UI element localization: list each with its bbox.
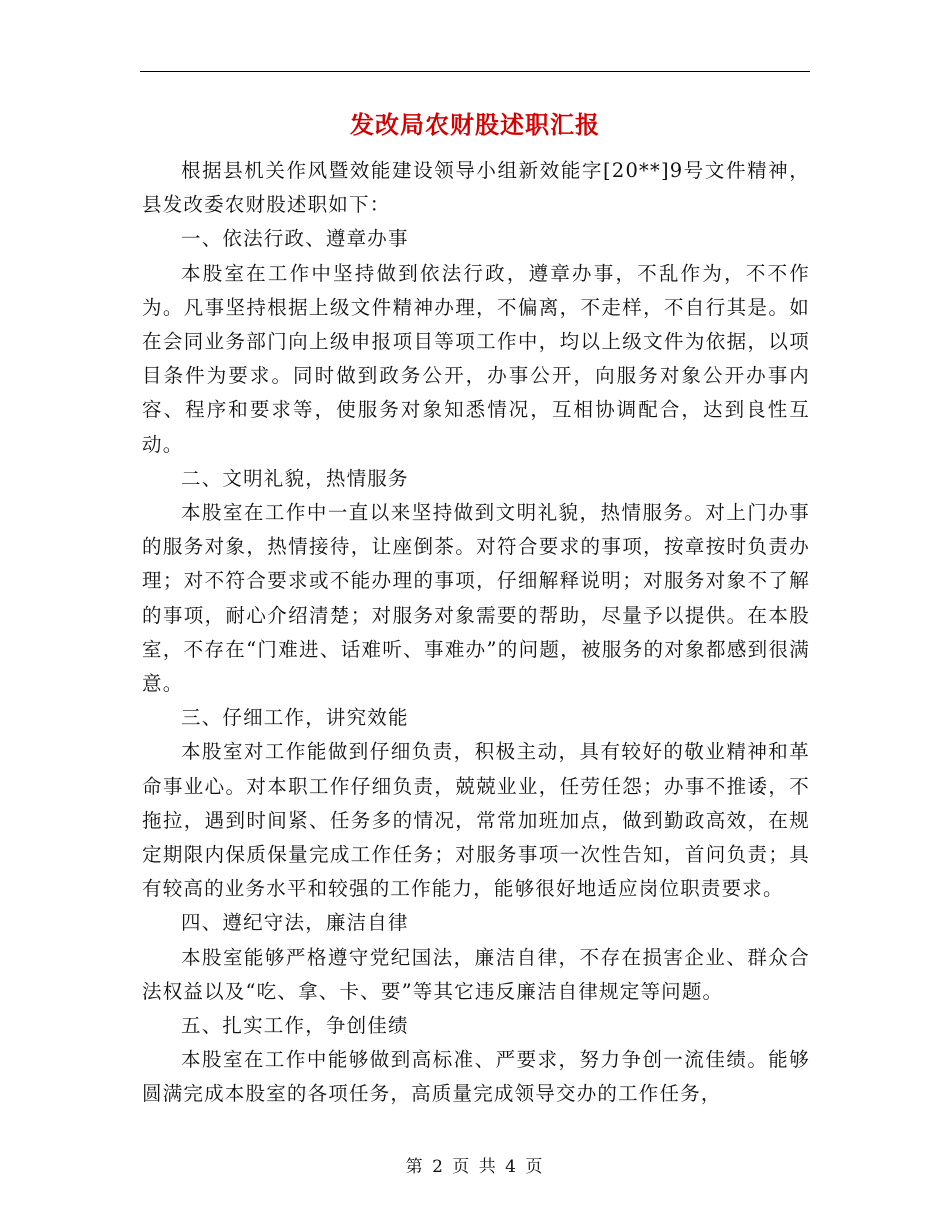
intro-paragraph: 根据县机关作风暨效能建设领导小组新效能字[20**]9号文件精神，县发改委农财股述职如下： <box>142 159 810 217</box>
document-body <box>142 154 810 1112</box>
document-title: 发改局农财股述职汇报 <box>350 110 600 139</box>
section-paragraph-1: 本股室在工作中坚持做到依法行政，遵章办事，不乱作为，不不作为。凡事坚持根据上级文件精神办理，不偏离，不走样，不自行其是。如在会同业务部门向上级申报项目等项工作中，均以上级文件为依据，以项目条件为要求。同时做到政务公开，办事公开，向服务对象公开办事内容、程序和要求等，使服务对象知悉情况，互相协调配合，达到良性互动。 <box>142 261 810 456</box>
section-heading-4: 四、遵纪守法，廉洁自律 <box>181 911 409 935</box>
section-paragraph-4: 本股室能够严格遵守党纪国法，廉洁自律，不存在损害企业、群众合法权益以及“吃、拿、卡、要”等其它违反廉洁自律规定等问题。 <box>142 945 810 1003</box>
section-paragraph-5: 本股室在工作中能够做到高标准、严要求，努力争创一流佳绩。能够圆满完成本股室的各项任务，高质量完成领导交办的工作任务， <box>142 1048 810 1106</box>
header-rule <box>140 71 810 72</box>
section-heading-3: 三、仔细工作，讲究效能 <box>181 706 409 730</box>
page-number-footer: 第 2 页 共 4 页 <box>405 1157 545 1177</box>
section-paragraph-2: 本股室在工作中一直以来坚持做到文明礼貌，热情服务。对上门办事的服务对象，热情接待，让座倒茶。对符合要求的事项，按章按时负责办理；对不符合要求或不能办理的事项，仔细解释说明；对服务对象不了解的事项，耐心介绍清楚；对服务对象需要的帮助，尽量予以提供。在本股室，不存在“门难进、话难听、事难办”的问题，被服务的对象都感到很满意。 <box>142 501 810 696</box>
section-heading-2: 二、文明礼貌，热情服务 <box>181 466 409 490</box>
section-paragraph-3: 本股室对工作能做到仔细负责，积极主动，具有较好的敬业精神和革命事业心。对本职工作仔细负责，兢兢业业，任劳任怨；办事不推诿，不拖拉，遇到时间紧、任务多的情况，常常加班加点，做到勤政高效，在规定期限内保质保量完成工作任务；对服务事项一次性告知，首问负责；具有较高的业务水平和较强的工作能力，能够很好地适应岗位职责要求。 <box>142 740 810 901</box>
section-heading-1: 一、依法行政、遵章办事 <box>181 227 409 251</box>
section-heading-5: 五、扎实工作，争创佳绩 <box>181 1014 409 1038</box>
